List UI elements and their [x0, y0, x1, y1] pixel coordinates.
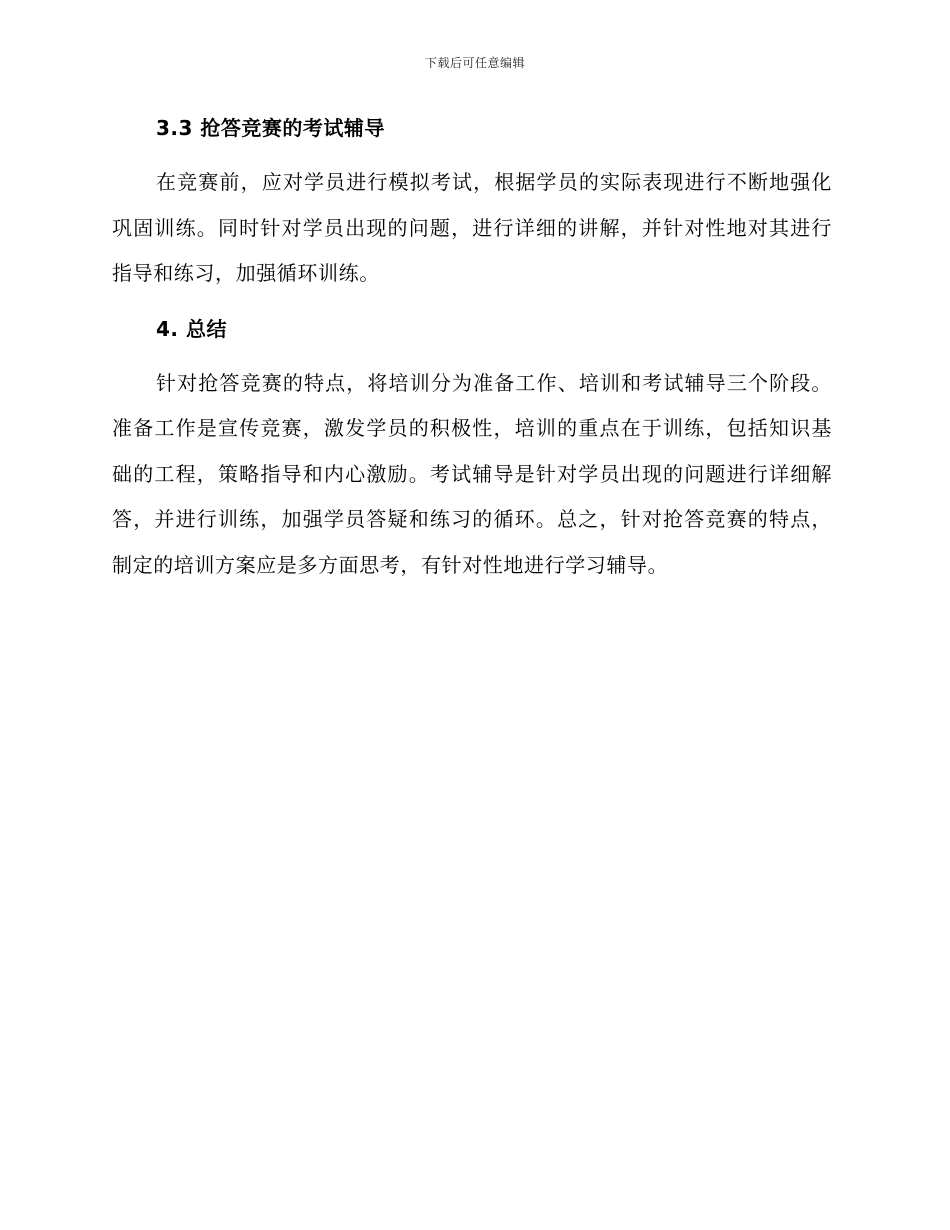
section-heading-3-3: 3.3 抢答竞赛的考试辅导	[156, 116, 385, 140]
section-paragraph-3-3: 在竞赛前，应对学员进行模拟考试，根据学员的实际表现进行不断地强化巩固训练。同时针对学员出现的问题，进行详细的讲解，并针对性地对其进行指导和练习，加强循环训练。	[112, 170, 832, 285]
section-heading-summary: 4. 总结	[156, 316, 227, 341]
page-header-note: 下载后可任意编辑	[424, 56, 525, 70]
section-paragraph-summary: 针对抢答竞赛的特点，将培训分为准备工作、培训和考试辅导三个阶段。准备工作是宣传竞赛，激发学员的积极性，培训的重点在于训练，包括知识基础的工程，策略指导和内心激励。考试辅导是针对学员出现的问题进行详细解答，并进行训练，加强学员答疑和练习的循环。总之，针对抢答竞赛的特点，制定的培训方案应是多方面思考，有针对性地进行学习辅导。	[112, 370, 832, 577]
document-body	[112, 110, 832, 588]
